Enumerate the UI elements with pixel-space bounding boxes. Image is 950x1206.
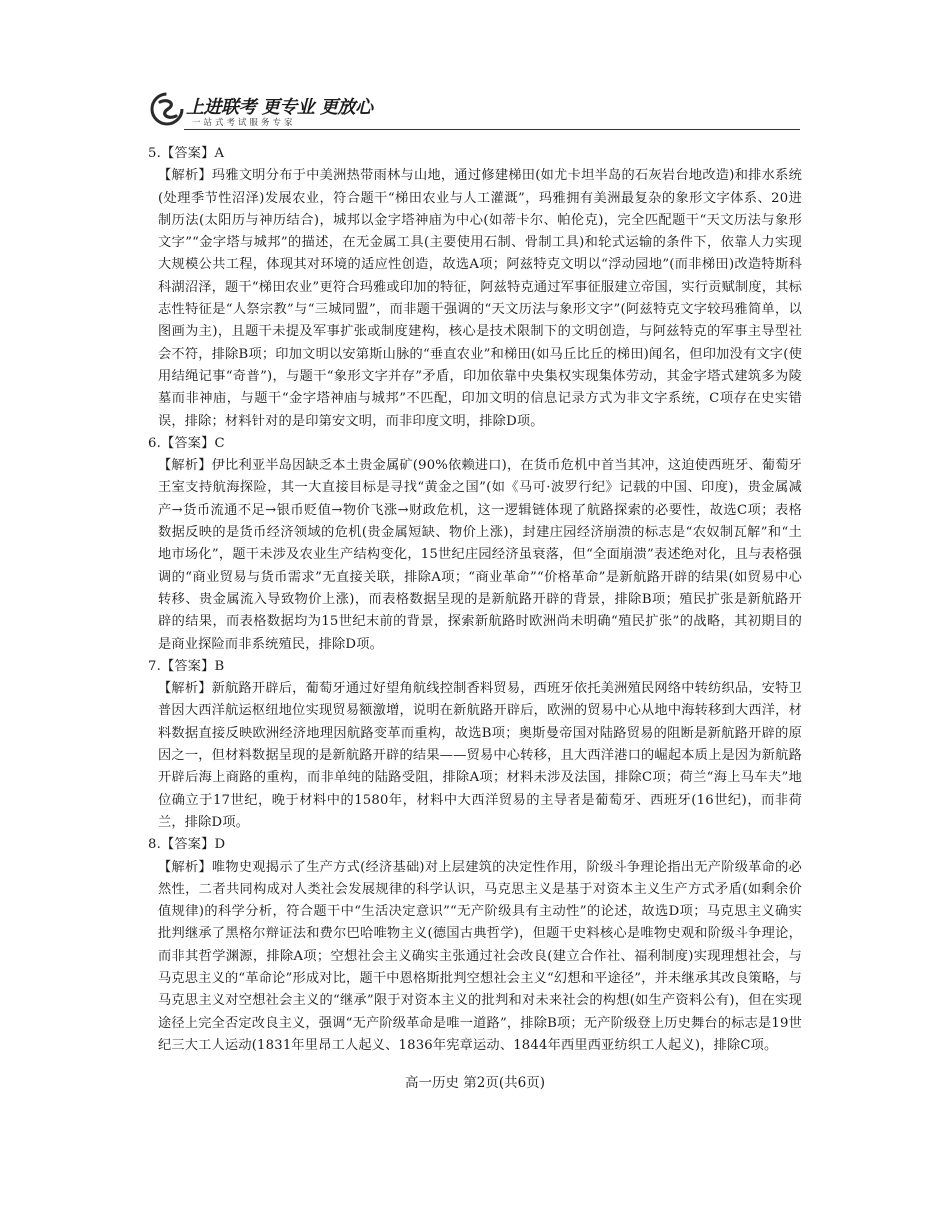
answer-line: 6.【答案】C — [148, 435, 225, 451]
explanation-paragraph: 【解析】新航路开辟后，葡萄牙通过好望角航线控制香料贸易，西班牙依托美洲殖民网络中转纺织品，安特卫普因大西洋航运枢纽地位实现贸易额激增，说明在新航路开辟后，欧洲的贸易中心从地中海转移到大西洋，材料数据直接反映欧洲经济地理因航路变革而重构，故选B项；奥斯曼帝国对陆路贸易的阻断是新航路开辟的原因之一，但材料数据呈现的是新航路开辟的结果——贸易中心转移，且大西洋港口的崛起本质上是因为新航路开辟后海上商路的重构，而非单纯的陆路受阻，排除A项；材料未涉及法国，排除C项；荷兰“海上马车夫”地位确立于17世纪，晚于材料中的1580年，材料中大西洋贸易的主导者是葡萄牙、西班牙(16世纪)，而非荷兰，排除D项。 — [158, 681, 802, 830]
logo-icon — [150, 90, 184, 128]
question-block-5 — [148, 143, 802, 433]
answer-line: 5.【答案】A — [148, 146, 225, 161]
explanation-paragraph: 【解析】伊比利亚半岛因缺乏本土贵金属矿(90%依赖进口)，在货币危机中首当其冲，这迫使西班牙、葡萄牙王室支持航海探险，其一大直接目标是寻找“黄金之国”(如《马可·波罗行纪》记载的中国、印度)，贵金属减产→货币流通不足→银币贬值→物价飞涨→财政危机，这一逻辑链体现了航路探索的必要性，故选C项；表格数据反映的是货币经济领域的危机(贵金属短缺、物价上涨)，封建庄园经济崩溃的标志是“农奴制瓦解”和“土地市场化”，题干未涉及农业生产结构变化，15世纪庄园经济虽衰落，但“全面崩溃”表述绝对化，且与表格强调的“商业贸易与货币需求”无直接关联，排除A项；“商业革命”“价格革命”是新航路开辟的结果(如贸易中心转移、贵金属流入导致物价上涨)，而表格数据呈现的是新航路开辟的背景，排除B项；殖民扩张是新航路开辟的结果，而表格数据均为15世纪末前的背景，探索新航路时欧洲尚未明确“殖民扩张”的战略，其初期目的是商业探险而非系统殖民，排除D项。 — [158, 458, 802, 652]
explanation-paragraph: 【解析】玛雅文明分布于中美洲热带雨林与山地，通过修建梯田(如尤卡坦半岛的石灰岩台地改造)和排水系统(处理季节性沼泽)发展农业，符合题干“梯田农业与人工灌溉”，玛雅拥有美洲最复杂的象形文字体系、20进制历法(太阳历与神历结合)，城邦以金字塔神庙为中心(如蒂卡尔、帕伦克)，完全匹配题干“天文历法与象形文字”“金字塔与城邦”的描述，在无金属工具(主要使用石制、骨制工具)和轮式运输的条件下，依靠人力实现大规模公共工程，体现其对环境的适应性创造，故选A项；阿兹特克文明以“浮动园地”(而非梯田)改造特斯科科湖沼泽，题干“梯田农业”更符合玛雅或印加的特征，阿兹特克通过军事征服建立帝国，实行贡赋制度，其标志性特征是“人祭宗教”与“三城同盟”，而非题干强调的“天文历法与象形文字”(阿兹特克文字较玛雅简单，以图画为主)，且题干未提及军事扩张或制度建构，核心是技术限制下的文明创造，与阿兹特克的军事主导型社会不符，排除B项；印加文明以安第斯山脉的“垂直农业”和梯田(如马丘比丘的梯田)闻名，但印加没有文字(使用结绳记事“奇普”)，与题干“象形文字并存”矛盾，印加依靠中央集权实现集体劳动，其金字塔式建筑多为陵墓而非神庙，与题干“金字塔神庙与城邦”不匹配，印加文明的信息记录方式为非文字系统，C项存在史实错误，排除；材料针对的是印第安文明，而非印度文明，排除D项。 — [158, 168, 802, 429]
answer-content — [148, 143, 802, 1057]
header-divider — [184, 129, 800, 130]
answer-line: 8.【答案】D — [148, 837, 226, 853]
logo-slogan: 上进联考 更专业 更放心 — [186, 97, 373, 118]
answer-line: 7.【答案】B — [148, 658, 225, 674]
question-block-8 — [148, 834, 802, 1057]
question-block-6 — [148, 433, 802, 656]
page-header — [150, 90, 800, 132]
explanation-paragraph: 【解析】唯物史观揭示了生产方式(经济基础)对上层建筑的决定性作用，阶级斗争理论指出无产阶级革命的必然性，二者共同构成对人类社会发展规律的科学认识，马克思主义是基于对资本主义生产方式矛盾(如剩余价值规律)的科学分析，符合题干中“生活决定意识”“无产阶级具有主动性”的论述，故选D项；马克思主义确实批判继承了黑格尔辩证法和费尔巴哈唯物主义(德国古典哲学)，但题干史料核心是唯物史观和阶级斗争理论，而非其哲学渊源，排除A项；空想社会主义确实主张通过社会改良(建立合作社、福利制度)实现理想社会，与马克思主义的“革命论”形成对比，题干中恩格斯批判空想社会主义“幻想和平途径”，并未继承其改良策略，与马克思主义对空想社会主义的“继承”限于对资本主义的批判和对未来社会的构想(如生产资料公有)，但在实现途径上完全否定改良主义，强调“无产阶级革命是唯一道路”，排除B项；无产阶级登上历史舞台的标志是19世纪三大工人运动(1831年里昂工人起义、1836年宪章运动、1844年西里西亚纺织工人起义)，排除C项。 — [158, 859, 802, 1053]
logo-subtitle: 一站式考试服务专家 — [192, 118, 296, 128]
question-block-7 — [148, 656, 802, 834]
page-footer: 高一历史 第2页(共6页) — [404, 1075, 545, 1091]
